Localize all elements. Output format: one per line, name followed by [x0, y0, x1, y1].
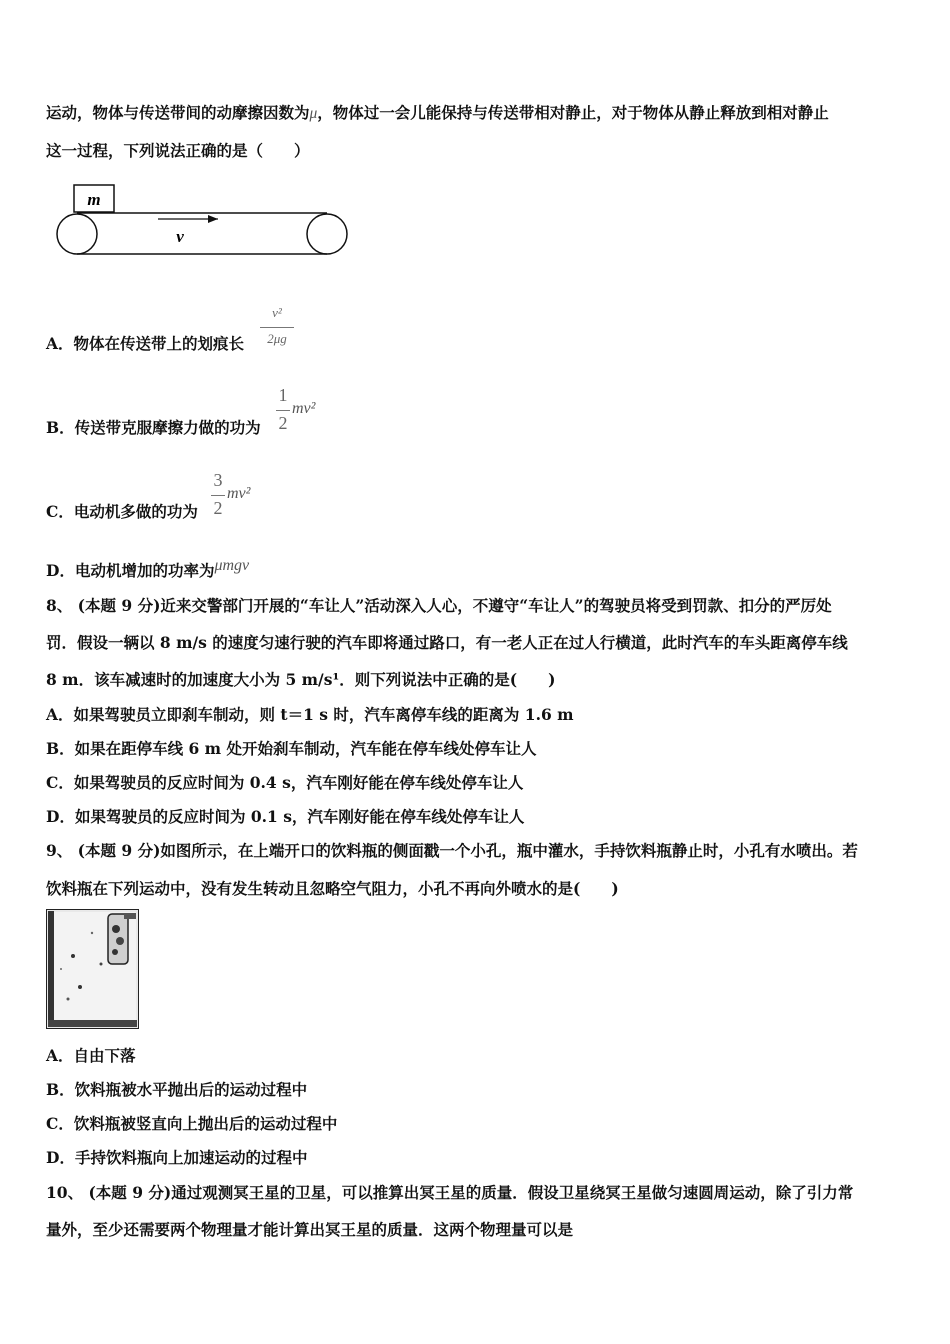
q7-option-a — [46, 332, 244, 354]
q7-stem-line-1 — [46, 101, 829, 123]
conveyor-belt-figure — [50, 178, 355, 260]
q9-option-d: D．手持饮料瓶向上加速运动的过程中 — [46, 1148, 308, 1167]
option-b-mv2: mv² — [292, 400, 316, 417]
q7-stem-text: 运动，物体与传送带间的动摩擦因数为 — [46, 103, 310, 122]
right-pulley — [307, 214, 347, 254]
q9-stem-line-1: 9、 (本题 9 分)如图所示，在上端开口的饮料瓶的侧面戳一个小孔，瓶中灌水，手持饮料瓶静止时，小孔有水喷出。若 — [46, 841, 858, 860]
frac-numerator: 1 — [278, 385, 288, 405]
fraction-three-halves — [211, 470, 225, 522]
option-a-text: A．物体在传送带上的划痕长 — [46, 334, 245, 353]
block-label: m — [87, 190, 101, 209]
frac-numerator: 3 — [213, 470, 223, 490]
q10-stem-line-1: 10、 (本题 9 分)通过观测冥王星的卫星，可以推算出冥王星的质量．假设卫星绕冥王星做匀速圆周运动，除了引力常 — [46, 1183, 854, 1202]
frac-bar — [211, 495, 225, 496]
option-d-text: D．电动机增加的功率为 — [46, 561, 215, 580]
q8-stem-line-1: 8、 (本题 9 分)近来交警部门开展的“车让人”活动深入人心，不遵守“车让人”的驾驶员将受到罚款、扣分的严厉处 — [46, 596, 832, 615]
frac-denominator: 2 — [278, 413, 288, 433]
q8-option-b: B．如果在距停车线 6 m 处开始刹车制动，汽车能在停车线处停车让人 — [46, 739, 537, 758]
frac-denominator: 2μg — [267, 331, 287, 346]
q9-option-a: A．自由下落 — [46, 1046, 136, 1065]
frac-bar — [276, 410, 290, 411]
q8-stem-line-2: 罚．假设一辆以 8 m/s 的速度匀速行驶的汽车即将通过路口，有一老人正在过人行横道，此时汽车的车头距离停车线 — [46, 633, 848, 652]
frac-numerator: v² — [272, 305, 282, 320]
q7-option-d — [46, 559, 249, 581]
q7-option-c — [46, 500, 198, 522]
fraction-v2-over-2mug — [260, 303, 294, 351]
q8-stem-line-3: 8 m．该车减速时的加速度大小为 5 m/s¹．则下列说法中正确的是( ) — [46, 670, 556, 689]
frac-denominator: 2 — [213, 498, 223, 518]
q7-stem-line-2: 这一过程，下列说法正确的是（ ） — [46, 141, 310, 160]
arrow-head — [208, 215, 218, 223]
q8-option-d: D．如果驾驶员的反应时间为 0.1 s，汽车刚好能在停车线处停车让人 — [46, 807, 525, 826]
q9-option-b: B．饮料瓶被水平抛出后的运动过程中 — [46, 1080, 308, 1099]
velocity-label: v — [176, 227, 184, 246]
q7-stem-rest: ，物体过一会儿能保持与传送带相对静止，对于物体从静止释放到相对静止 — [317, 103, 829, 122]
mu-symbol: μ — [309, 105, 318, 122]
fraction-one-half — [276, 385, 290, 437]
q8-option-c: C．如果驾驶员的反应时间为 0.4 s，汽车刚好能在停车线处停车让人 — [46, 773, 524, 792]
q9-stem-line-2: 饮料瓶在下列运动中，没有发生转动且忽略空气阻力，小孔不再向外喷水的是( ) — [46, 879, 619, 898]
left-pulley — [57, 214, 97, 254]
q8-option-a: A．如果驾驶员立即刹车制动，则 t＝1 s 时，汽车离停车线的距离为 1.6 m — [46, 705, 574, 724]
option-c-text: C．电动机多做的功为 — [46, 502, 198, 521]
option-b-text: B．传送带克服摩擦力做的功为 — [46, 418, 261, 437]
bottle-photo — [46, 909, 139, 1029]
q9-option-c: C．饮料瓶被竖直向上抛出后的运动过程中 — [46, 1114, 338, 1133]
option-c-mv2: mv² — [227, 485, 251, 502]
q7-option-b — [46, 416, 261, 438]
q10-stem-line-2: 量外，至少还需要两个物理量才能计算出冥王星的质量．这两个物理量可以是 — [46, 1220, 574, 1239]
frac-bar — [260, 327, 294, 328]
option-d-mumgv: μmgv — [214, 557, 250, 574]
